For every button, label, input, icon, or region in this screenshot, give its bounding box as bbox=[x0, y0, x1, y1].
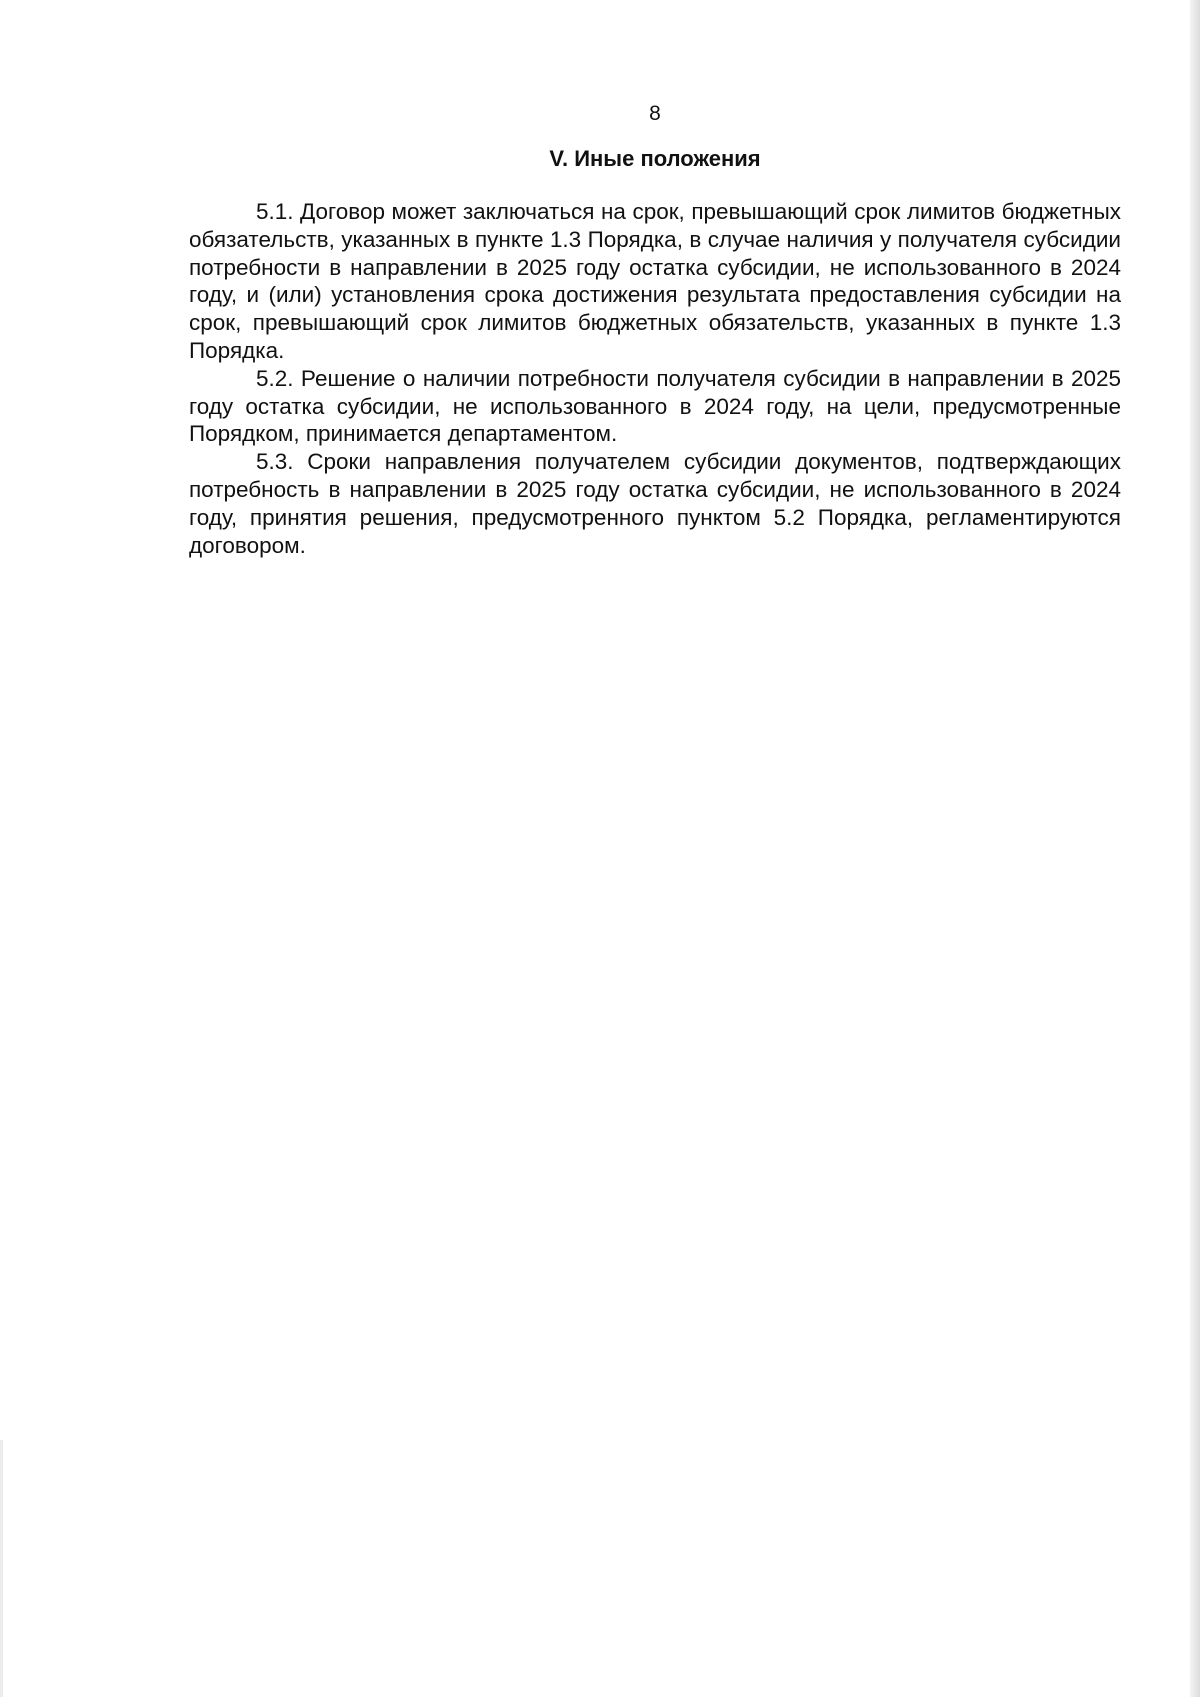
section-title: V. Иные положения bbox=[549, 146, 761, 171]
document-body bbox=[189, 198, 1121, 559]
paragraph-5-2: 5.2. Решение о наличии потребности получателя субсидии в направлении в 2025 году остатка субсидии, не использованного в 2024 году, на цели, предусмотренные Порядком, принимается департаментом. bbox=[189, 365, 1121, 447]
scan-edge-shadow bbox=[1190, 0, 1200, 1697]
page-number: 8 bbox=[649, 102, 661, 125]
scan-edge-shadow-left bbox=[0, 1440, 3, 1697]
paragraph-5-3: 5.3. Сроки направления получателем субсидии документов, подтверждающих потребность в направлении в 2025 году остатка субсидии, не использованного в 2024 году, принятия решения, предусмотренного пунктом 5.2 Порядка, регламентируются договором. bbox=[189, 449, 1121, 558]
paragraph-5-1: 5.1. Договор может заключаться на срок, превышающий срок лимитов бюджетных обязательств, указанных в пункте 1.3 Порядка, в случае наличия у получателя субсидии потребности в направлении в 2025 году остатка субсидии, не использованного в 2024 году, и (или) установления срока достижения результата предоставления субсидии на срок, превышающий срок лимитов бюджетных обязательств, указанных в пункте 1.3 Порядка. bbox=[189, 199, 1121, 363]
